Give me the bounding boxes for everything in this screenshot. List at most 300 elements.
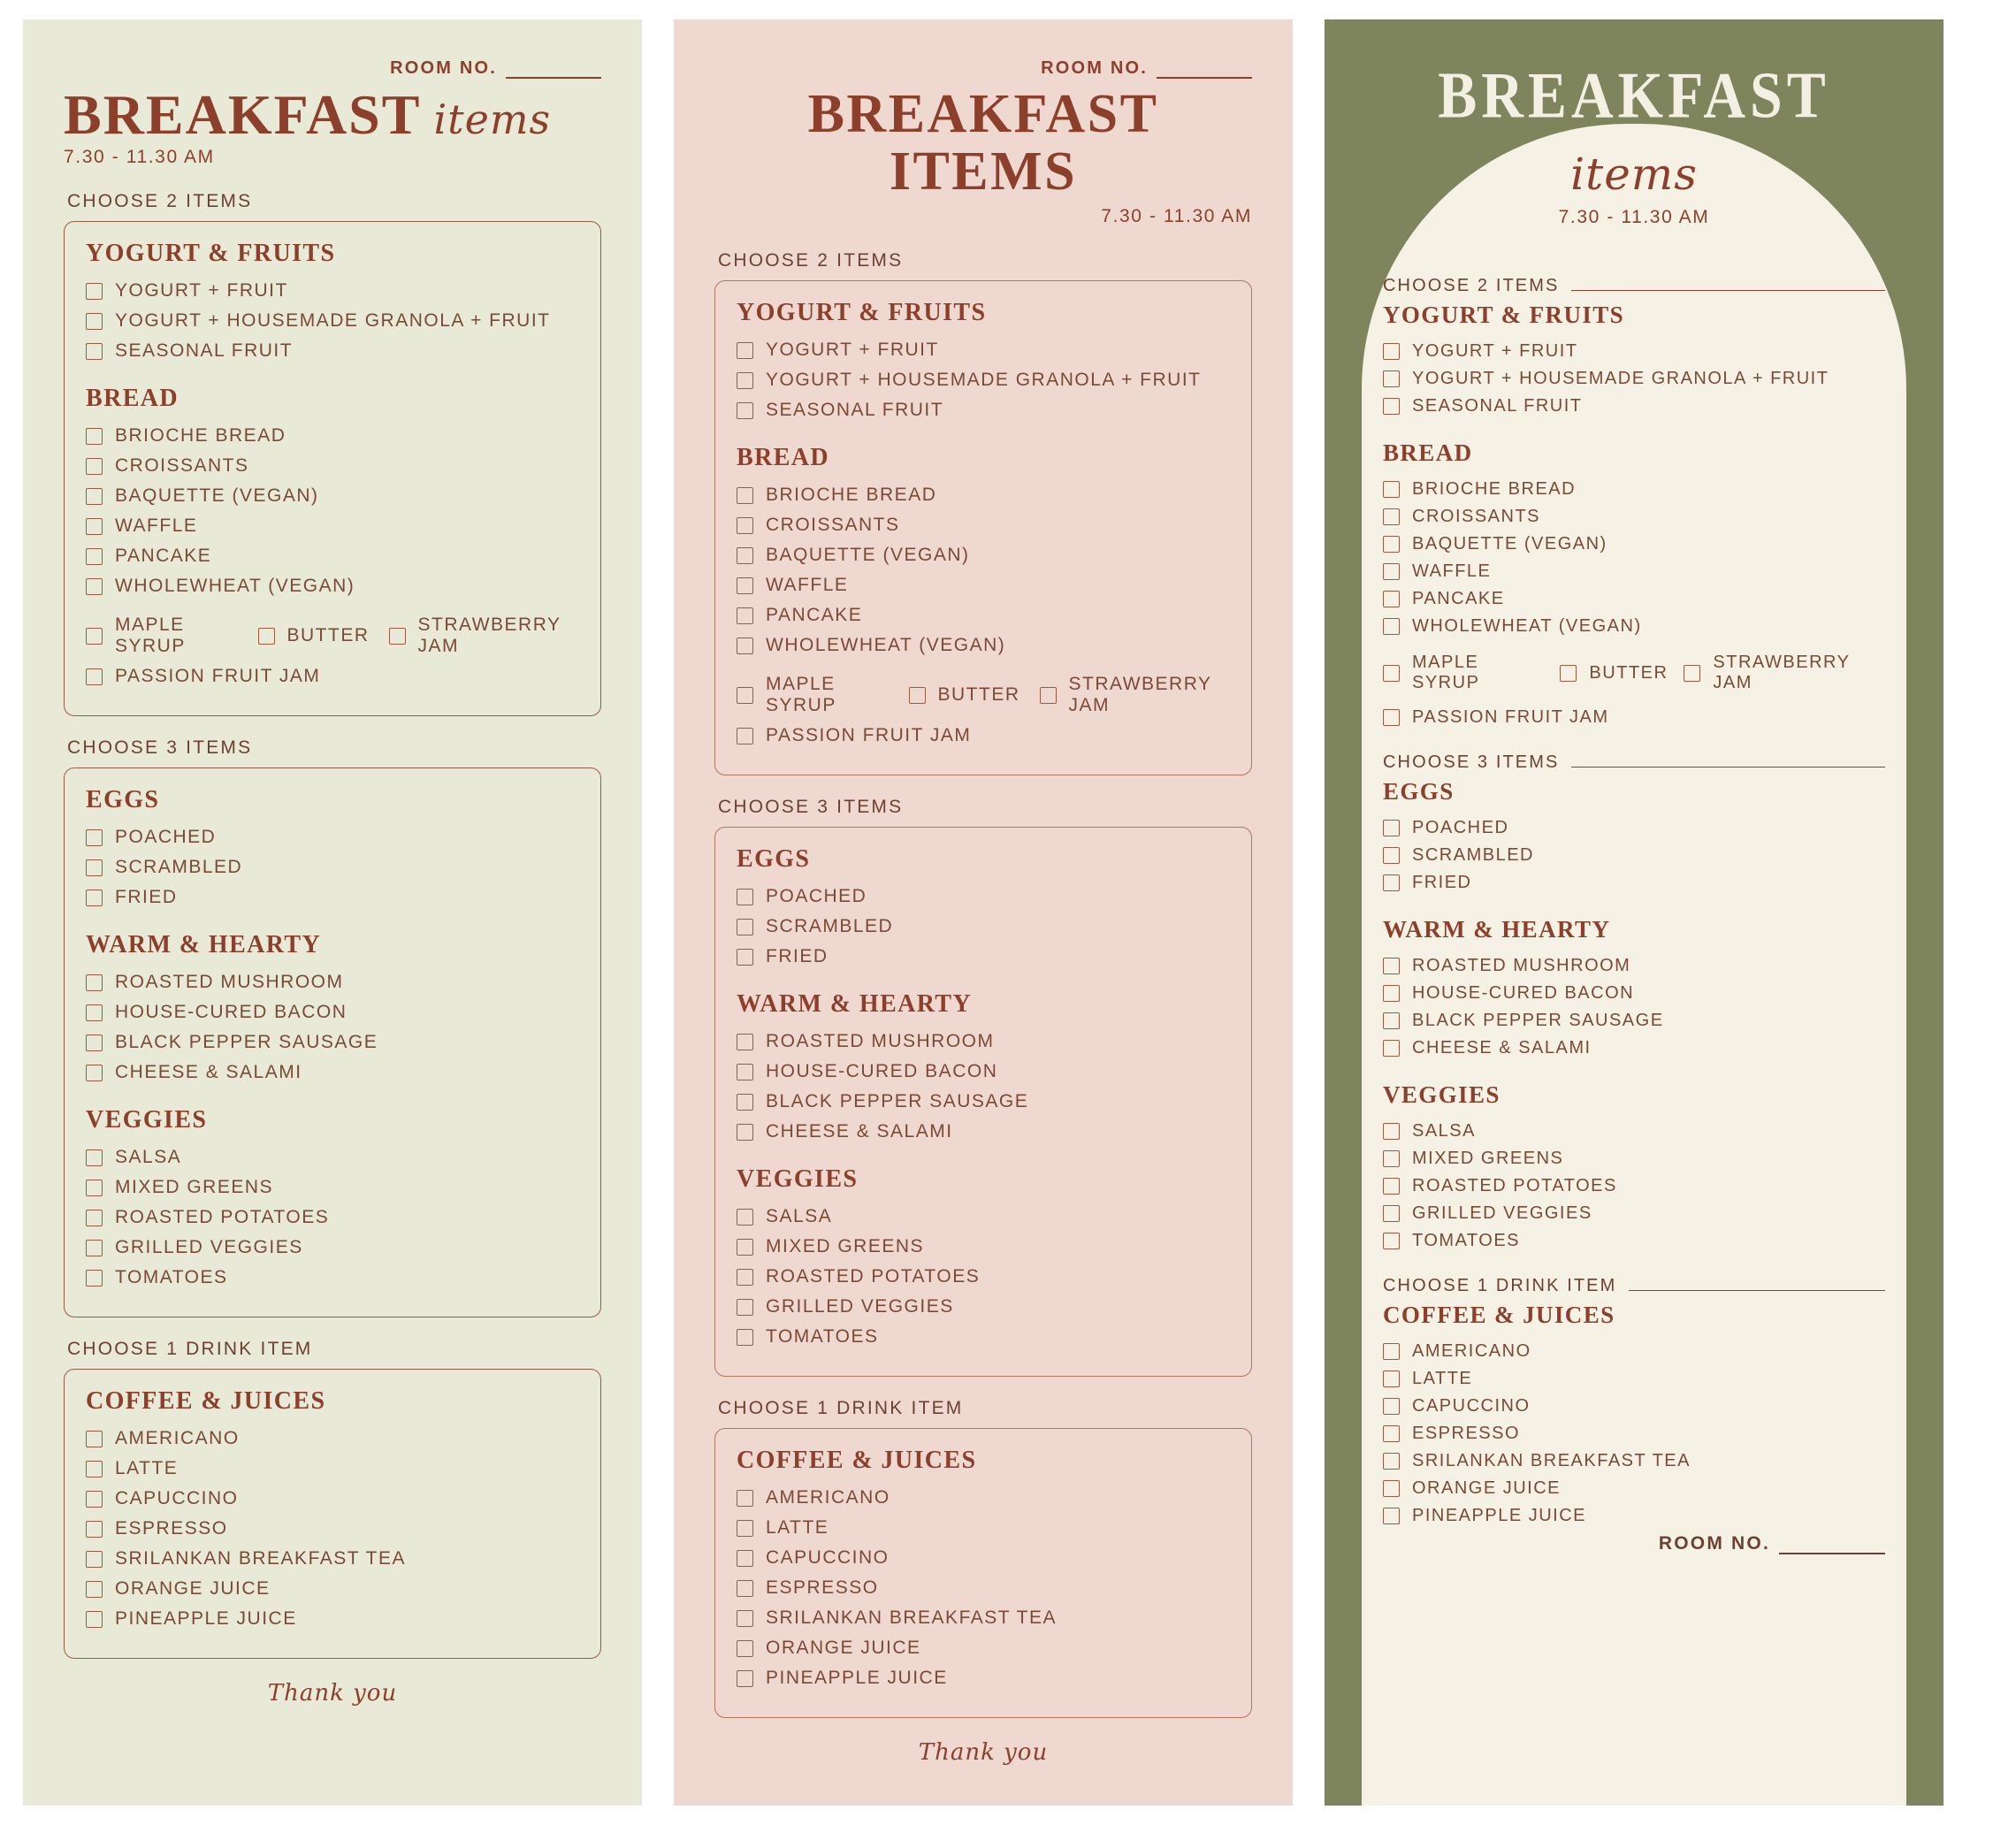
option-roasted-potatoes[interactable] (1383, 1176, 1885, 1196)
thank-you-note: Thank you (918, 1739, 1049, 1767)
checkbox-icon[interactable] (86, 1521, 103, 1538)
option-butter[interactable] (1560, 663, 1668, 683)
option-croissants[interactable] (737, 515, 1230, 536)
room-no-field[interactable] (714, 58, 1252, 79)
choose-2-label: CHOOSE 2 ITEMS (1383, 276, 1560, 295)
option-passion-fruit-jam[interactable] (1383, 707, 1885, 728)
checkbox-icon[interactable] (1383, 1150, 1400, 1167)
option-latte[interactable] (737, 1517, 1230, 1539)
option-espresso[interactable] (737, 1577, 1230, 1599)
choose-1-drink-label: CHOOSE 1 DRINK ITEM (1383, 1276, 1617, 1295)
option-salsa[interactable] (1383, 1121, 1885, 1142)
option-label: YOGURT + FRUIT (766, 340, 939, 361)
option-label: ESPRESSO (766, 1577, 879, 1599)
option-label: SRILANKAN BREAKFAST TEA (115, 1548, 406, 1569)
checkbox-icon[interactable] (1383, 1233, 1400, 1249)
option-salsa[interactable] (86, 1147, 579, 1168)
option-orange-juice[interactable] (86, 1578, 579, 1600)
option-label: STRAWBERRY JAM (417, 615, 561, 657)
service-time: 7.30 - 11.30 AM (1558, 207, 1710, 227)
choose-3-label: CHOOSE 3 ITEMS (67, 737, 253, 759)
checkbox-icon[interactable] (86, 974, 103, 991)
group-title-yogurt: YOGURT & FRUITS (86, 240, 336, 268)
option-americano[interactable] (86, 1428, 579, 1449)
option-label: CHEESE & SALAMI (1412, 1038, 1592, 1058)
option-cheese-salami[interactable] (737, 1121, 1230, 1142)
checkbox-icon[interactable] (86, 1431, 103, 1447)
checkbox-icon[interactable] (737, 547, 753, 564)
option-croissants[interactable] (1383, 507, 1885, 527)
checkbox-icon[interactable] (86, 1180, 103, 1196)
option-latte[interactable] (86, 1458, 579, 1479)
option-pineapple-juice[interactable] (737, 1668, 1230, 1689)
option-label: BRIOCHE BREAD (115, 425, 286, 447)
checkbox-icon[interactable] (1383, 1205, 1400, 1222)
choose-1-drink-label-row (1383, 1276, 1885, 1296)
group-title-warm: WARM & HEARTY (1383, 916, 1611, 943)
option-maple-syrup[interactable] (86, 615, 239, 657)
option-label: PANCAKE (766, 605, 863, 626)
option-brioche-bread[interactable] (737, 485, 1230, 506)
option-label: TOMATOES (1412, 1231, 1521, 1250)
option-house-cured-bacon[interactable] (1383, 983, 1885, 1004)
checkbox-icon[interactable] (86, 428, 103, 445)
option-label: FRIED (115, 887, 178, 908)
checkbox-icon[interactable] (86, 1035, 103, 1051)
service-time: 7.30 - 11.30 AM (64, 147, 215, 168)
option-yogurt-granola-fruit[interactable] (1383, 369, 1885, 389)
option-label: SCRAMBLED (766, 916, 894, 937)
option-label: GRILLED VEGGIES (1412, 1203, 1592, 1223)
checkbox-icon[interactable] (86, 578, 103, 595)
checkbox-icon[interactable] (86, 1581, 103, 1598)
checkbox-icon[interactable] (737, 728, 753, 745)
option-maple-syrup[interactable] (737, 674, 890, 716)
option-cheese-salami[interactable] (1383, 1038, 1885, 1058)
option-seasonal-fruit[interactable] (1383, 396, 1885, 416)
option-label: PASSION FRUIT JAM (1412, 707, 1609, 727)
checkbox-icon[interactable] (1684, 665, 1700, 682)
checkbox-icon[interactable] (737, 1299, 753, 1316)
option-label: WAFFLE (766, 575, 849, 596)
option-label: ROASTED POTATOES (1412, 1176, 1617, 1195)
checkbox-icon[interactable] (737, 577, 753, 594)
option-label: YOGURT + HOUSEMADE GRANOLA + FRUIT (1412, 369, 1829, 388)
checkbox-icon[interactable] (1383, 563, 1400, 580)
checkbox-icon[interactable] (737, 919, 753, 935)
option-label: PINEAPPLE JUICE (766, 1668, 948, 1689)
option-label: CHEESE & SALAMI (115, 1062, 302, 1083)
checkbox-icon[interactable] (1383, 1343, 1400, 1360)
option-label: BUTTER (1589, 662, 1669, 683)
checkbox-icon[interactable] (1383, 536, 1400, 553)
option-yogurt-granola-fruit[interactable] (737, 370, 1230, 391)
option-strawberry-jam[interactable] (1040, 674, 1231, 716)
option-brioche-bread[interactable] (1383, 479, 1885, 500)
option-label: STRAWBERRY JAM (1068, 674, 1212, 716)
checkbox-icon[interactable] (86, 283, 103, 300)
option-croissants[interactable] (86, 455, 579, 477)
page-title: BREAKFAST ITEMS (807, 84, 1159, 202)
checkbox-icon[interactable] (86, 518, 103, 535)
option-americano[interactable] (737, 1487, 1230, 1508)
option-label: ESPRESSO (1412, 1424, 1521, 1443)
option-capuccino[interactable] (86, 1488, 579, 1509)
option-label: STRAWBERRY JAM (1713, 653, 1851, 692)
checkbox-icon[interactable] (737, 1329, 753, 1346)
checkbox-icon[interactable] (1383, 1453, 1400, 1470)
group-title-yogurt: YOGURT & FRUITS (737, 299, 987, 327)
option-label: BUTTER (937, 684, 1020, 706)
option-roasted-potatoes[interactable] (86, 1207, 579, 1228)
checkbox-icon[interactable] (737, 1610, 753, 1627)
option-roasted-mushroom[interactable] (1383, 956, 1885, 976)
divider (1571, 281, 1885, 291)
checkbox-icon[interactable] (737, 517, 753, 534)
option-wholewheat[interactable] (86, 576, 579, 597)
checkbox-icon[interactable] (1383, 1012, 1400, 1029)
option-passion-fruit-jam[interactable] (86, 666, 579, 687)
option-label: POACHED (766, 886, 867, 907)
group-title-veggies: VEGGIES (86, 1106, 208, 1134)
checkbox-icon[interactable] (86, 548, 103, 565)
checkbox-icon[interactable] (1560, 665, 1577, 682)
checkbox-icon[interactable] (1383, 820, 1400, 836)
choose-1-drink-label: CHOOSE 1 DRINK ITEM (718, 1398, 964, 1419)
option-label: BLACK PEPPER SAUSAGE (766, 1091, 1029, 1112)
checkbox-icon[interactable] (1383, 985, 1400, 1002)
option-poached[interactable] (1383, 818, 1885, 838)
option-label: ORANGE JUICE (1412, 1478, 1562, 1498)
checkbox-icon[interactable] (737, 687, 753, 704)
checkbox-icon[interactable] (1383, 1480, 1400, 1497)
option-label: GRILLED VEGGIES (766, 1296, 954, 1317)
option-label: CAPUCCINO (766, 1547, 890, 1569)
option-orange-juice[interactable] (737, 1638, 1230, 1659)
option-label: ROASTED POTATOES (115, 1207, 330, 1228)
checkbox-icon[interactable] (1383, 1123, 1400, 1140)
choose-2-label: CHOOSE 2 ITEMS (67, 191, 253, 212)
option-seasonal-fruit[interactable] (737, 400, 1230, 421)
option-label: ROASTED MUSHROOM (115, 972, 344, 993)
option-espresso[interactable] (1383, 1424, 1885, 1444)
option-label: LATTE (1412, 1369, 1473, 1388)
option-passion-fruit-jam[interactable] (737, 725, 1230, 746)
option-scrambled[interactable] (1383, 845, 1885, 866)
checkbox-icon[interactable] (86, 1240, 103, 1256)
checkbox-icon[interactable] (737, 1520, 753, 1537)
option-srilankan-tea[interactable] (737, 1607, 1230, 1629)
option-roasted-mushroom[interactable] (86, 972, 579, 993)
option-label: WAFFLE (1412, 561, 1492, 581)
option-label: FRIED (1412, 873, 1472, 892)
checkbox-icon[interactable] (737, 1094, 753, 1111)
checkbox-icon[interactable] (86, 313, 103, 330)
option-yogurt-fruit[interactable] (1383, 341, 1885, 362)
spreads-row (737, 674, 1230, 716)
room-no-field[interactable] (1383, 1533, 1885, 1554)
option-scrambled[interactable] (737, 916, 1230, 937)
checkbox-icon[interactable] (1383, 874, 1400, 891)
option-baquette[interactable] (1383, 534, 1885, 554)
checkbox-icon[interactable] (1383, 370, 1400, 387)
menu-card-cream (23, 19, 642, 1806)
option-mixed-greens[interactable] (737, 1236, 1230, 1257)
checkbox-icon[interactable] (1383, 1425, 1400, 1442)
checkbox-icon[interactable] (909, 687, 926, 704)
option-label: SEASONAL FRUIT (766, 400, 944, 421)
checkbox-icon[interactable] (1040, 687, 1057, 704)
option-yogurt-fruit[interactable] (737, 340, 1230, 361)
option-label: BUTTER (286, 625, 370, 646)
option-label: SALSA (115, 1147, 182, 1168)
option-maple-syrup[interactable] (1383, 653, 1544, 693)
checkbox-icon[interactable] (737, 1550, 753, 1567)
section-choose-2 (64, 221, 601, 716)
checkbox-icon[interactable] (86, 1551, 103, 1568)
checkbox-icon[interactable] (1383, 1508, 1400, 1524)
option-cheese-salami[interactable] (86, 1062, 579, 1083)
option-strawberry-jam[interactable] (389, 615, 580, 657)
option-label: BRIOCHE BREAD (1412, 479, 1577, 499)
option-label: BAQUETTE (VEGAN) (766, 545, 970, 566)
option-label: CAPUCCINO (1412, 1396, 1531, 1416)
option-srilankan-tea[interactable] (86, 1548, 579, 1569)
option-orange-juice[interactable] (1383, 1478, 1885, 1499)
checkbox-icon[interactable] (737, 342, 753, 359)
checkbox-icon[interactable] (258, 628, 275, 645)
group-title-eggs: EGGS (1383, 778, 1455, 805)
option-fried[interactable] (86, 887, 579, 908)
checkbox-icon[interactable] (737, 1269, 753, 1286)
divider (1629, 1281, 1885, 1291)
checkbox-icon[interactable] (86, 1461, 103, 1478)
option-waffle[interactable] (86, 515, 579, 537)
option-label: YOGURT + FRUIT (1412, 341, 1578, 361)
option-label: CAPUCCINO (115, 1488, 239, 1509)
option-label: MAPLE SYRUP (766, 674, 836, 716)
checkbox-icon[interactable] (1383, 1040, 1400, 1057)
group-title-veggies: VEGGIES (1383, 1081, 1501, 1108)
checkbox-icon[interactable] (1383, 591, 1400, 607)
checkbox-icon[interactable] (86, 1270, 103, 1287)
option-mixed-greens[interactable] (1383, 1149, 1885, 1169)
option-label: SEASONAL FRUIT (115, 340, 294, 362)
option-label: MIXED GREENS (115, 1177, 274, 1198)
checkbox-icon[interactable] (1383, 847, 1400, 864)
checkbox-icon[interactable] (1383, 1371, 1400, 1387)
title-items-script: items (1570, 149, 1698, 200)
option-label: PANCAKE (1412, 589, 1505, 608)
option-label: BLACK PEPPER SAUSAGE (115, 1032, 378, 1053)
section-choose-3 (64, 767, 601, 1317)
room-no-field[interactable] (64, 58, 601, 79)
room-no-line[interactable] (506, 66, 601, 79)
room-no-line[interactable] (1779, 1542, 1885, 1554)
checkbox-icon[interactable] (389, 628, 406, 645)
checkbox-icon[interactable] (737, 372, 753, 389)
option-label: SRILANKAN BREAKFAST TEA (1412, 1451, 1691, 1470)
option-label: SCRAMBLED (1412, 845, 1534, 865)
checkbox-icon[interactable] (737, 1670, 753, 1687)
checkbox-icon[interactable] (1383, 958, 1400, 974)
room-no-line[interactable] (1157, 66, 1252, 79)
option-seasonal-fruit[interactable] (86, 340, 579, 362)
option-label: HOUSE-CURED BACON (115, 1002, 347, 1023)
checkbox-icon[interactable] (737, 638, 753, 654)
checkbox-icon[interactable] (737, 1580, 753, 1597)
option-label: MIXED GREENS (766, 1236, 925, 1257)
option-grilled-veggies[interactable] (1383, 1203, 1885, 1224)
option-waffle[interactable] (1383, 561, 1885, 582)
checkbox-icon[interactable] (737, 1034, 753, 1050)
option-label: SRILANKAN BREAKFAST TEA (766, 1607, 1057, 1629)
option-butter[interactable] (909, 684, 1020, 706)
checkbox-icon[interactable] (86, 859, 103, 876)
checkbox-icon[interactable] (737, 889, 753, 905)
option-brioche-bread[interactable] (86, 425, 579, 447)
option-label: CROISSANTS (766, 515, 900, 536)
checkbox-icon[interactable] (737, 487, 753, 504)
option-tomatoes[interactable] (1383, 1231, 1885, 1251)
checkbox-icon[interactable] (737, 1124, 753, 1141)
checkbox-icon[interactable] (1383, 665, 1400, 682)
option-label: ESPRESSO (115, 1518, 228, 1539)
option-mixed-greens[interactable] (86, 1177, 579, 1198)
option-grilled-veggies[interactable] (86, 1237, 579, 1258)
checkbox-icon[interactable] (86, 628, 103, 645)
option-label: HOUSE-CURED BACON (1412, 983, 1635, 1003)
option-pancake[interactable] (86, 546, 579, 567)
checkbox-icon[interactable] (86, 1065, 103, 1081)
checkbox-icon[interactable] (86, 488, 103, 505)
option-house-cured-bacon[interactable] (86, 1002, 579, 1023)
checkbox-icon[interactable] (86, 1149, 103, 1166)
checkbox-icon[interactable] (737, 1209, 753, 1226)
option-pancake[interactable] (737, 605, 1230, 626)
choose-1-drink-label: CHOOSE 1 DRINK ITEM (67, 1339, 313, 1360)
checkbox-icon[interactable] (737, 1239, 753, 1256)
checkbox-icon[interactable] (86, 1210, 103, 1226)
option-pineapple-juice[interactable] (86, 1608, 579, 1630)
option-espresso[interactable] (86, 1518, 579, 1539)
option-baquette[interactable] (737, 545, 1230, 566)
option-grilled-veggies[interactable] (737, 1296, 1230, 1317)
checkbox-icon[interactable] (86, 343, 103, 360)
checkbox-icon[interactable] (737, 402, 753, 419)
option-butter[interactable] (258, 625, 370, 646)
group-title-eggs: EGGS (737, 845, 811, 874)
option-label: TOMATOES (766, 1326, 879, 1348)
option-wholewheat[interactable] (737, 635, 1230, 656)
option-fried[interactable] (1383, 873, 1885, 893)
checkbox-icon[interactable] (737, 1064, 753, 1080)
group-title-coffee: COFFEE & JUICES (737, 1447, 977, 1475)
option-label: MAPLE SYRUP (115, 615, 186, 657)
option-label: YOGURT + HOUSEMADE GRANOLA + FRUIT (115, 310, 551, 332)
option-pineapple-juice[interactable] (1383, 1506, 1885, 1526)
section-drinks (64, 1369, 601, 1659)
option-americano[interactable] (1383, 1341, 1885, 1362)
option-label: ORANGE JUICE (766, 1638, 921, 1659)
checkbox-icon[interactable] (737, 949, 753, 966)
group-title-bread: BREAD (737, 444, 830, 472)
option-waffle[interactable] (737, 575, 1230, 596)
group-title-bread: BREAD (86, 385, 179, 413)
checkbox-icon[interactable] (86, 1491, 103, 1508)
option-fried[interactable] (737, 946, 1230, 967)
option-capuccino[interactable] (737, 1547, 1230, 1569)
checkbox-icon[interactable] (1383, 508, 1400, 525)
checkbox-icon[interactable] (86, 1611, 103, 1628)
checkbox-icon[interactable] (1383, 709, 1400, 726)
option-label: GRILLED VEGGIES (115, 1237, 303, 1258)
group-title-coffee: COFFEE & JUICES (86, 1387, 326, 1416)
option-latte[interactable] (1383, 1369, 1885, 1389)
option-label: TOMATOES (115, 1267, 228, 1288)
option-baquette[interactable] (86, 485, 579, 507)
option-wholewheat[interactable] (1383, 616, 1885, 637)
option-roasted-mushroom[interactable] (737, 1031, 1230, 1052)
checkbox-icon[interactable] (86, 829, 103, 846)
checkbox-icon[interactable] (1383, 618, 1400, 635)
checkbox-icon[interactable] (86, 458, 103, 475)
menu-body (1325, 276, 1943, 1554)
option-roasted-potatoes[interactable] (737, 1266, 1230, 1287)
option-srilankan-tea[interactable] (1383, 1451, 1885, 1471)
option-capuccino[interactable] (1383, 1396, 1885, 1416)
checkbox-icon[interactable] (86, 1004, 103, 1021)
option-black-pepper-sausage[interactable] (1383, 1011, 1885, 1031)
option-label: FRIED (766, 946, 829, 967)
option-label: AMERICANO (115, 1428, 240, 1449)
option-poached[interactable] (737, 886, 1230, 907)
option-tomatoes[interactable] (86, 1267, 579, 1288)
option-salsa[interactable] (737, 1206, 1230, 1227)
option-pancake[interactable] (1383, 589, 1885, 609)
option-label: WHOLEWHEAT (VEGAN) (1412, 616, 1642, 636)
option-black-pepper-sausage[interactable] (86, 1032, 579, 1053)
option-house-cured-bacon[interactable] (737, 1061, 1230, 1082)
option-tomatoes[interactable] (737, 1326, 1230, 1348)
spreads-row (1383, 653, 1885, 700)
group-title-coffee: COFFEE & JUICES (1383, 1302, 1615, 1328)
checkbox-icon[interactable] (737, 607, 753, 624)
checkbox-icon[interactable] (1383, 1398, 1400, 1415)
option-yogurt-granola-fruit[interactable] (86, 310, 579, 332)
checkbox-icon[interactable] (1383, 481, 1400, 498)
option-poached[interactable] (86, 827, 579, 848)
checkbox-icon[interactable] (737, 1490, 753, 1507)
checkbox-icon[interactable] (1383, 398, 1400, 415)
option-scrambled[interactable] (86, 857, 579, 878)
option-label: MAPLE SYRUP (1412, 653, 1480, 692)
checkbox-icon[interactable] (1383, 1178, 1400, 1195)
option-strawberry-jam[interactable] (1684, 653, 1885, 693)
option-label: SEASONAL FRUIT (1412, 396, 1583, 416)
group-title-warm: WARM & HEARTY (737, 990, 973, 1019)
group-title-bread: BREAD (1383, 439, 1473, 466)
checkbox-icon[interactable] (86, 668, 103, 685)
group-title-yogurt: YOGURT & FRUITS (1383, 302, 1625, 328)
checkbox-icon[interactable] (1383, 343, 1400, 360)
checkbox-icon[interactable] (86, 890, 103, 906)
option-black-pepper-sausage[interactable] (737, 1091, 1230, 1112)
option-label: PINEAPPLE JUICE (1412, 1506, 1587, 1525)
option-yogurt-fruit[interactable] (86, 280, 579, 302)
checkbox-icon[interactable] (737, 1640, 753, 1657)
option-label: ROASTED MUSHROOM (766, 1031, 995, 1052)
